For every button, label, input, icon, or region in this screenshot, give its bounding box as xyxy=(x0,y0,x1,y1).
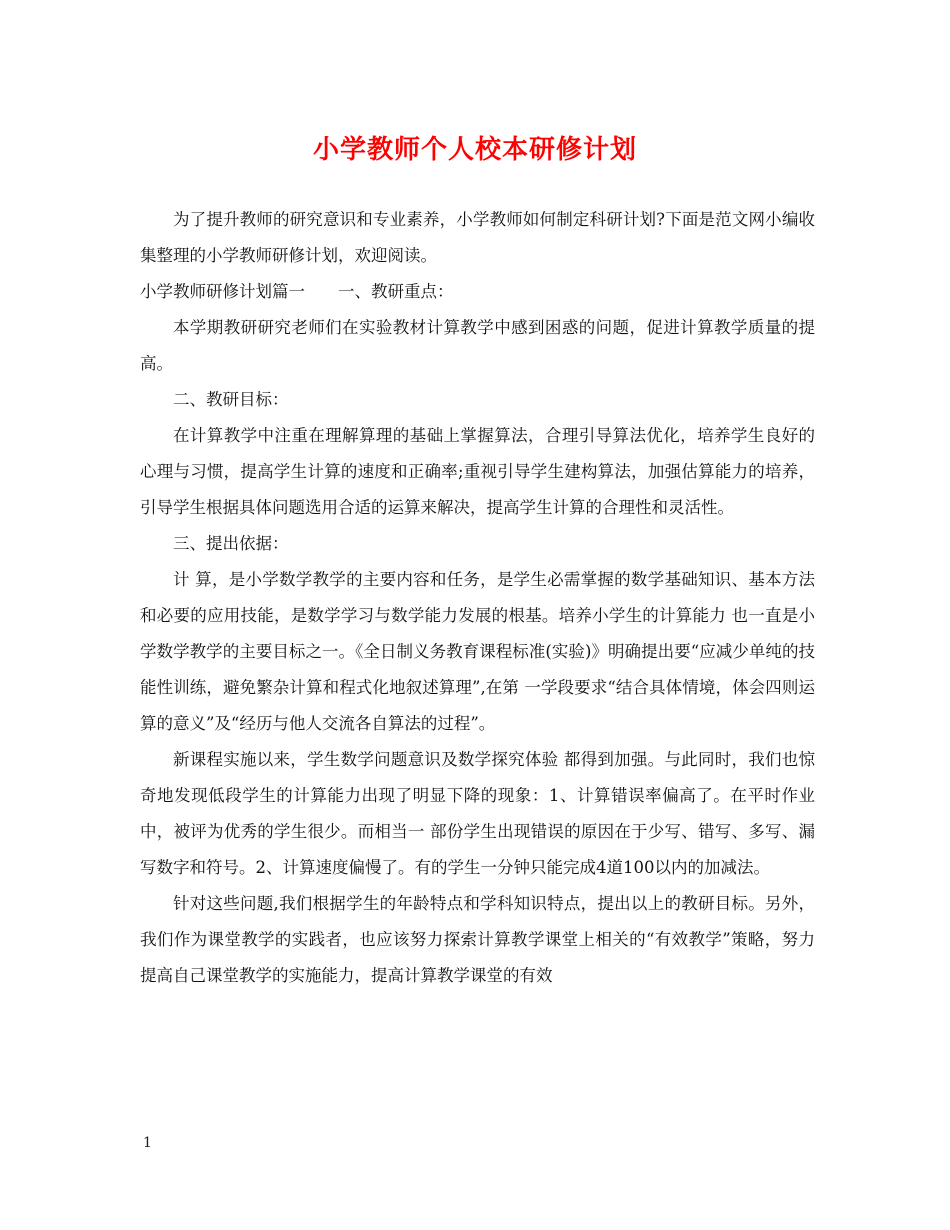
paragraph-goals: 在计算教学中注重在理解算理的基础上掌握算法，合理引导算法优化，培养学生良好的心理与习惯，提高学生计算的速度和正确率;重视引导学生建构算法，加强估算能力的培养，引导学生根据具体问题选用合适的运算来解决，提高学生计算的合理性和灵活性。 xyxy=(140,426,815,517)
paragraph-intro: 为了提升教师的研究意识和专业素养，小学教师如何制定科研计划?下面是范文网小编收集整理的小学教师研修计划，欢迎阅读。 xyxy=(140,210,815,265)
heading-basis: 三、提出依据： xyxy=(173,534,289,553)
paragraph-plan-heading: 小学教师研修计划篇一 一、教研重点： xyxy=(140,282,454,301)
heading-goals: 二、教研目标： xyxy=(173,390,289,409)
paragraph-basis: 计 算，是小学数学教学的主要内容和任务，是学生必需掌握的数学基础知识、基本方法和必要的应用技能，是数学学习与数学能力发展的根基。培养小学生的计算能力 也一直是小学数学教学的主要目标之一。《全日制义务教育课程标准(实验)》明确提出要“应减少单纯的技能性训练，避免繁杂计算和程式化地叙述算理”,在第 一学段要求“结合具体情境，体会四则运算的意义”及“经历与他人交流各自算法的过程”。 xyxy=(140,570,815,733)
paragraph-focus: 本学期教研研究老师们在实验教材计算教学中感到困惑的问题，促进计算教学质量的提高。 xyxy=(140,318,815,373)
page-number: 1 xyxy=(143,1135,152,1151)
paragraph-observation: 新课程实施以来，学生数学问题意识及数学探究体验 都得到加强。与此同时，我们也惊奇地发现低段学生的计算能力出现了明显下降的现象：1、计算错误率偏高了。在平时作业中，被评为优秀的学生很少。而相当一 部份学生出现错误的原因在于少写、错写、多写、漏写数字和符号。2、计算速度偏慢了。有的学生一分钟只能完成4道100以内的加减法。 xyxy=(140,750,815,877)
document-title: 小学教师个人校本研修计划 xyxy=(312,135,637,165)
paragraph-response: 针对这些问题,我们根据学生的年龄特点和学科知识特点，提出以上的教研目标。另外，我们作为课堂教学的实践者，也应该努力探索计算教学课堂上相关的“有效教学”策略，努力提高自己课堂教学的实施能力，提高计算教学课堂的有效 xyxy=(140,894,815,985)
document-body xyxy=(140,202,815,994)
